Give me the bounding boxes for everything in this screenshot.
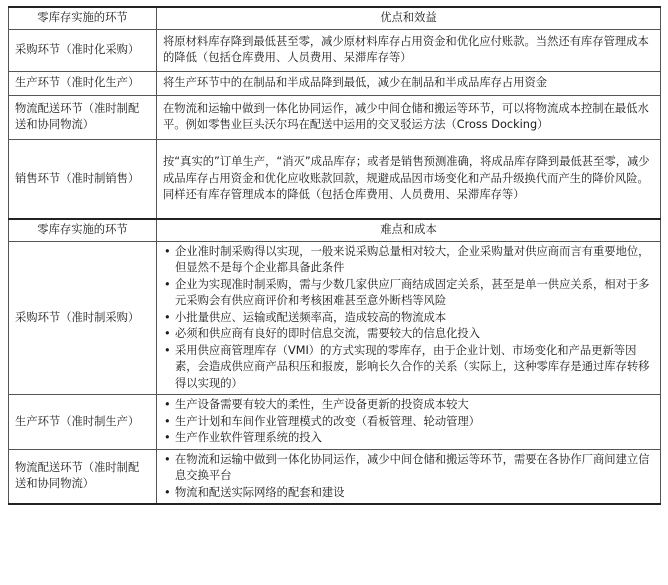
table2-header-difficulties: 难点和成本: [157, 219, 661, 241]
list-item: • 生产计划和车间作业管理模式的改变（看板管理、轮动管理）: [163, 414, 654, 431]
benefit-cell: 将生产环节中的在制品和半成品降到最低，减少在制品和半成品库存占用资金: [157, 71, 661, 95]
stage-cell: 销售环节（准时制销售）: [9, 139, 157, 219]
list-item: • 生产设备需要有较大的柔性，生产设备更新的投资成本较大: [163, 397, 654, 414]
table-row: [9, 95, 661, 139]
table-row: [9, 71, 661, 95]
stage-cell: 物流配送环节（准时制配送和协同物流）: [9, 95, 157, 139]
list-item: • 物流和配送实际网络的配套和建设: [163, 485, 654, 502]
benefit-cell: 按“真实的”订单生产，“消灭”成品库存；或者是销售预测准确，将成品库存降到最低甚至零，减少成品库存占用资金和优化应收账款回款，规避成品因市场变化和产品升级换代而产生的降价风险。同样还有库存管理成本的降低（包括仓库费用、人员费用、呆滞库存等）: [157, 139, 661, 219]
benefit-cell: 将原材料库存降到最低甚至零，减少原材料库存占用资金和优化应付账款。当然还有库存管理成本的降低（包括仓库费用、人员费用、呆滞库存等）: [157, 29, 661, 71]
stage-cell: 采购环节（准时制采购）: [9, 241, 157, 395]
stage-cell: 采购环节（准时化采购）: [9, 29, 157, 71]
stage-cell: 生产环节（准时制生产）: [9, 395, 157, 450]
zero-inventory-table: [8, 6, 661, 505]
table-row: [9, 241, 661, 395]
difficulty-list: [163, 452, 654, 502]
difficulty-list: [163, 244, 654, 393]
table1-header-benefits: 优点和效益: [157, 7, 661, 29]
list-item: • 采用供应商管理库存（VMI）的方式实现的零库存，由于企业计划、市场变化和产品更新等因素，会造成供应商产品积压和报废，影响长久合作的关系（实际上，这种零库存是通过库存转移得以实现的）: [163, 343, 654, 393]
list-item: • 企业准时制采购得以实现，一般来说采购总量相对较大，企业采购量对供应商而言有重要地位，但显然不是每个企业都具备此条件: [163, 244, 654, 277]
difficulty-cell: [157, 395, 661, 450]
list-item: • 生产作业软件管理系统的投入: [163, 430, 654, 447]
table2-header-row: [9, 219, 661, 241]
difficulty-list: [163, 397, 654, 447]
table-row: [9, 29, 661, 71]
table-row: [9, 395, 661, 450]
difficulty-cell: [157, 241, 661, 395]
list-item: • 企业为实现准时制采购，需与少数几家供应厂商结成固定关系，甚至是单一供应关系，相对于多元采购会有供应商评价和考核困难甚至意外断档等风险: [163, 277, 654, 310]
stage-cell: 生产环节（准时化生产）: [9, 71, 157, 95]
table1-header-stage: 零库存实施的环节: [9, 7, 157, 29]
list-item: • 小批量供应、运输或配送频率高，造成较高的物流成本: [163, 310, 654, 327]
table-row: [9, 449, 661, 504]
list-item: • 在物流和运输中做到一体化协同运作，减少中间仓储和搬运等环节，需要在各协作厂商间建立信息交换平台: [163, 452, 654, 485]
list-item: • 必须和供应商有良好的即时信息交流，需要较大的信息化投入: [163, 326, 654, 343]
document-page: [8, 6, 660, 505]
table2-header-stage: 零库存实施的环节: [9, 219, 157, 241]
difficulty-cell: [157, 449, 661, 504]
stage-cell: 物流配送环节（准时制配送和协同物流）: [9, 449, 157, 504]
table-row: [9, 139, 661, 219]
benefit-cell: 在物流和运输中做到一体化协同运作，减少中间仓储和搬运等环节，可以将物流成本控制在最低水平。例如零售业巨头沃尔玛在配送中运用的交叉驳运方法（Cross Docking）: [157, 95, 661, 139]
table1-header-row: [9, 7, 661, 29]
